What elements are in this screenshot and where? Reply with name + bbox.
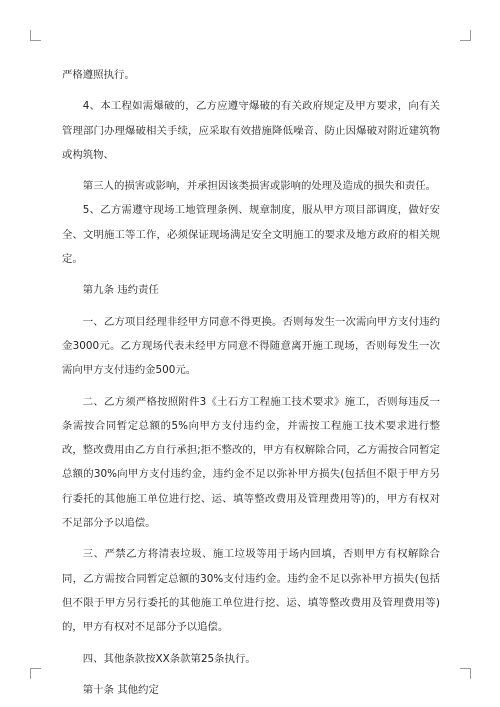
paragraph-clause-4-cont: 第三人的损害或影响，并承担因该类损害或影响的处理及造成的损失和责任。 [82,180,437,193]
paragraph-clause-4: 4、本工程如需爆破的，乙方应遵守爆破的有关政府规定及甲方要求，向有关管理部门办理爆破相关手续，应采取有效措施降低噪音、防止因爆破对附近建筑物或构筑物、 [62,100,440,161]
paragraph-breach-3: 三、严禁乙方将清表垃圾、施工垃圾等用于场内回填，否则甲方有权解除合同，乙方需按合同暂定总额的30%支付违约金。违约金不足以弥补甲方损失(包括但不限于甲方另行委托的其他施工单位进行挖、运、填等整改费用及管理费用等)的，甲方有权对不足部分予以追偿。 [62,548,440,634]
document-body [62,63,440,702]
section-heading-article-9: 第九条 违约责任 [82,284,159,297]
crop-mark-top-right [460,30,471,41]
crop-mark-top-left [30,30,41,41]
paragraph-breach-2: 二、乙方须严格按照附件3《土石方工程施工技术要求》施工，否则每违反一条需按合同暂定总额的5%向甲方支付违约金，并需按工程施工技术要求进行整改，整改费用由乙方自行承担;拒不整改的，甲方有权解除合同，乙方需按合同暂定总额的30%向甲方支付违约金，违约金不足以弥补甲方损失(包括但不限于甲方另行委托的其他施工单位进行挖、运、填等整改费用及管理费用等)的，甲方有权对不足部分予以追偿。 [62,395,440,530]
paragraph-breach-1: 一、乙方项目经理非经甲方同意不得更换。否则每发生一次需向甲方支付违约金3000元。乙方现场代表未经甲方同意不得随意离开施工现场，否则每发生一次需向甲方支付违约金500元。 [62,315,440,377]
paragraph-clause-5: 5、乙方需遵守现场工地管理条例、规章制度，服从甲方项目部调度，做好安全、文明施工等工作，必须保证现场满足安全文明施工的要求及地方政府的相关规定。 [62,204,440,266]
paragraph-continuation: 严格遵照执行。 [62,69,135,81]
crop-mark-bottom-left [30,668,41,679]
section-heading-article-10: 第十条 其他约定 [82,683,159,696]
paragraph-breach-4: 四、其他条款按XX条款第25条执行。 [82,652,256,665]
crop-mark-bottom-right [460,668,471,679]
